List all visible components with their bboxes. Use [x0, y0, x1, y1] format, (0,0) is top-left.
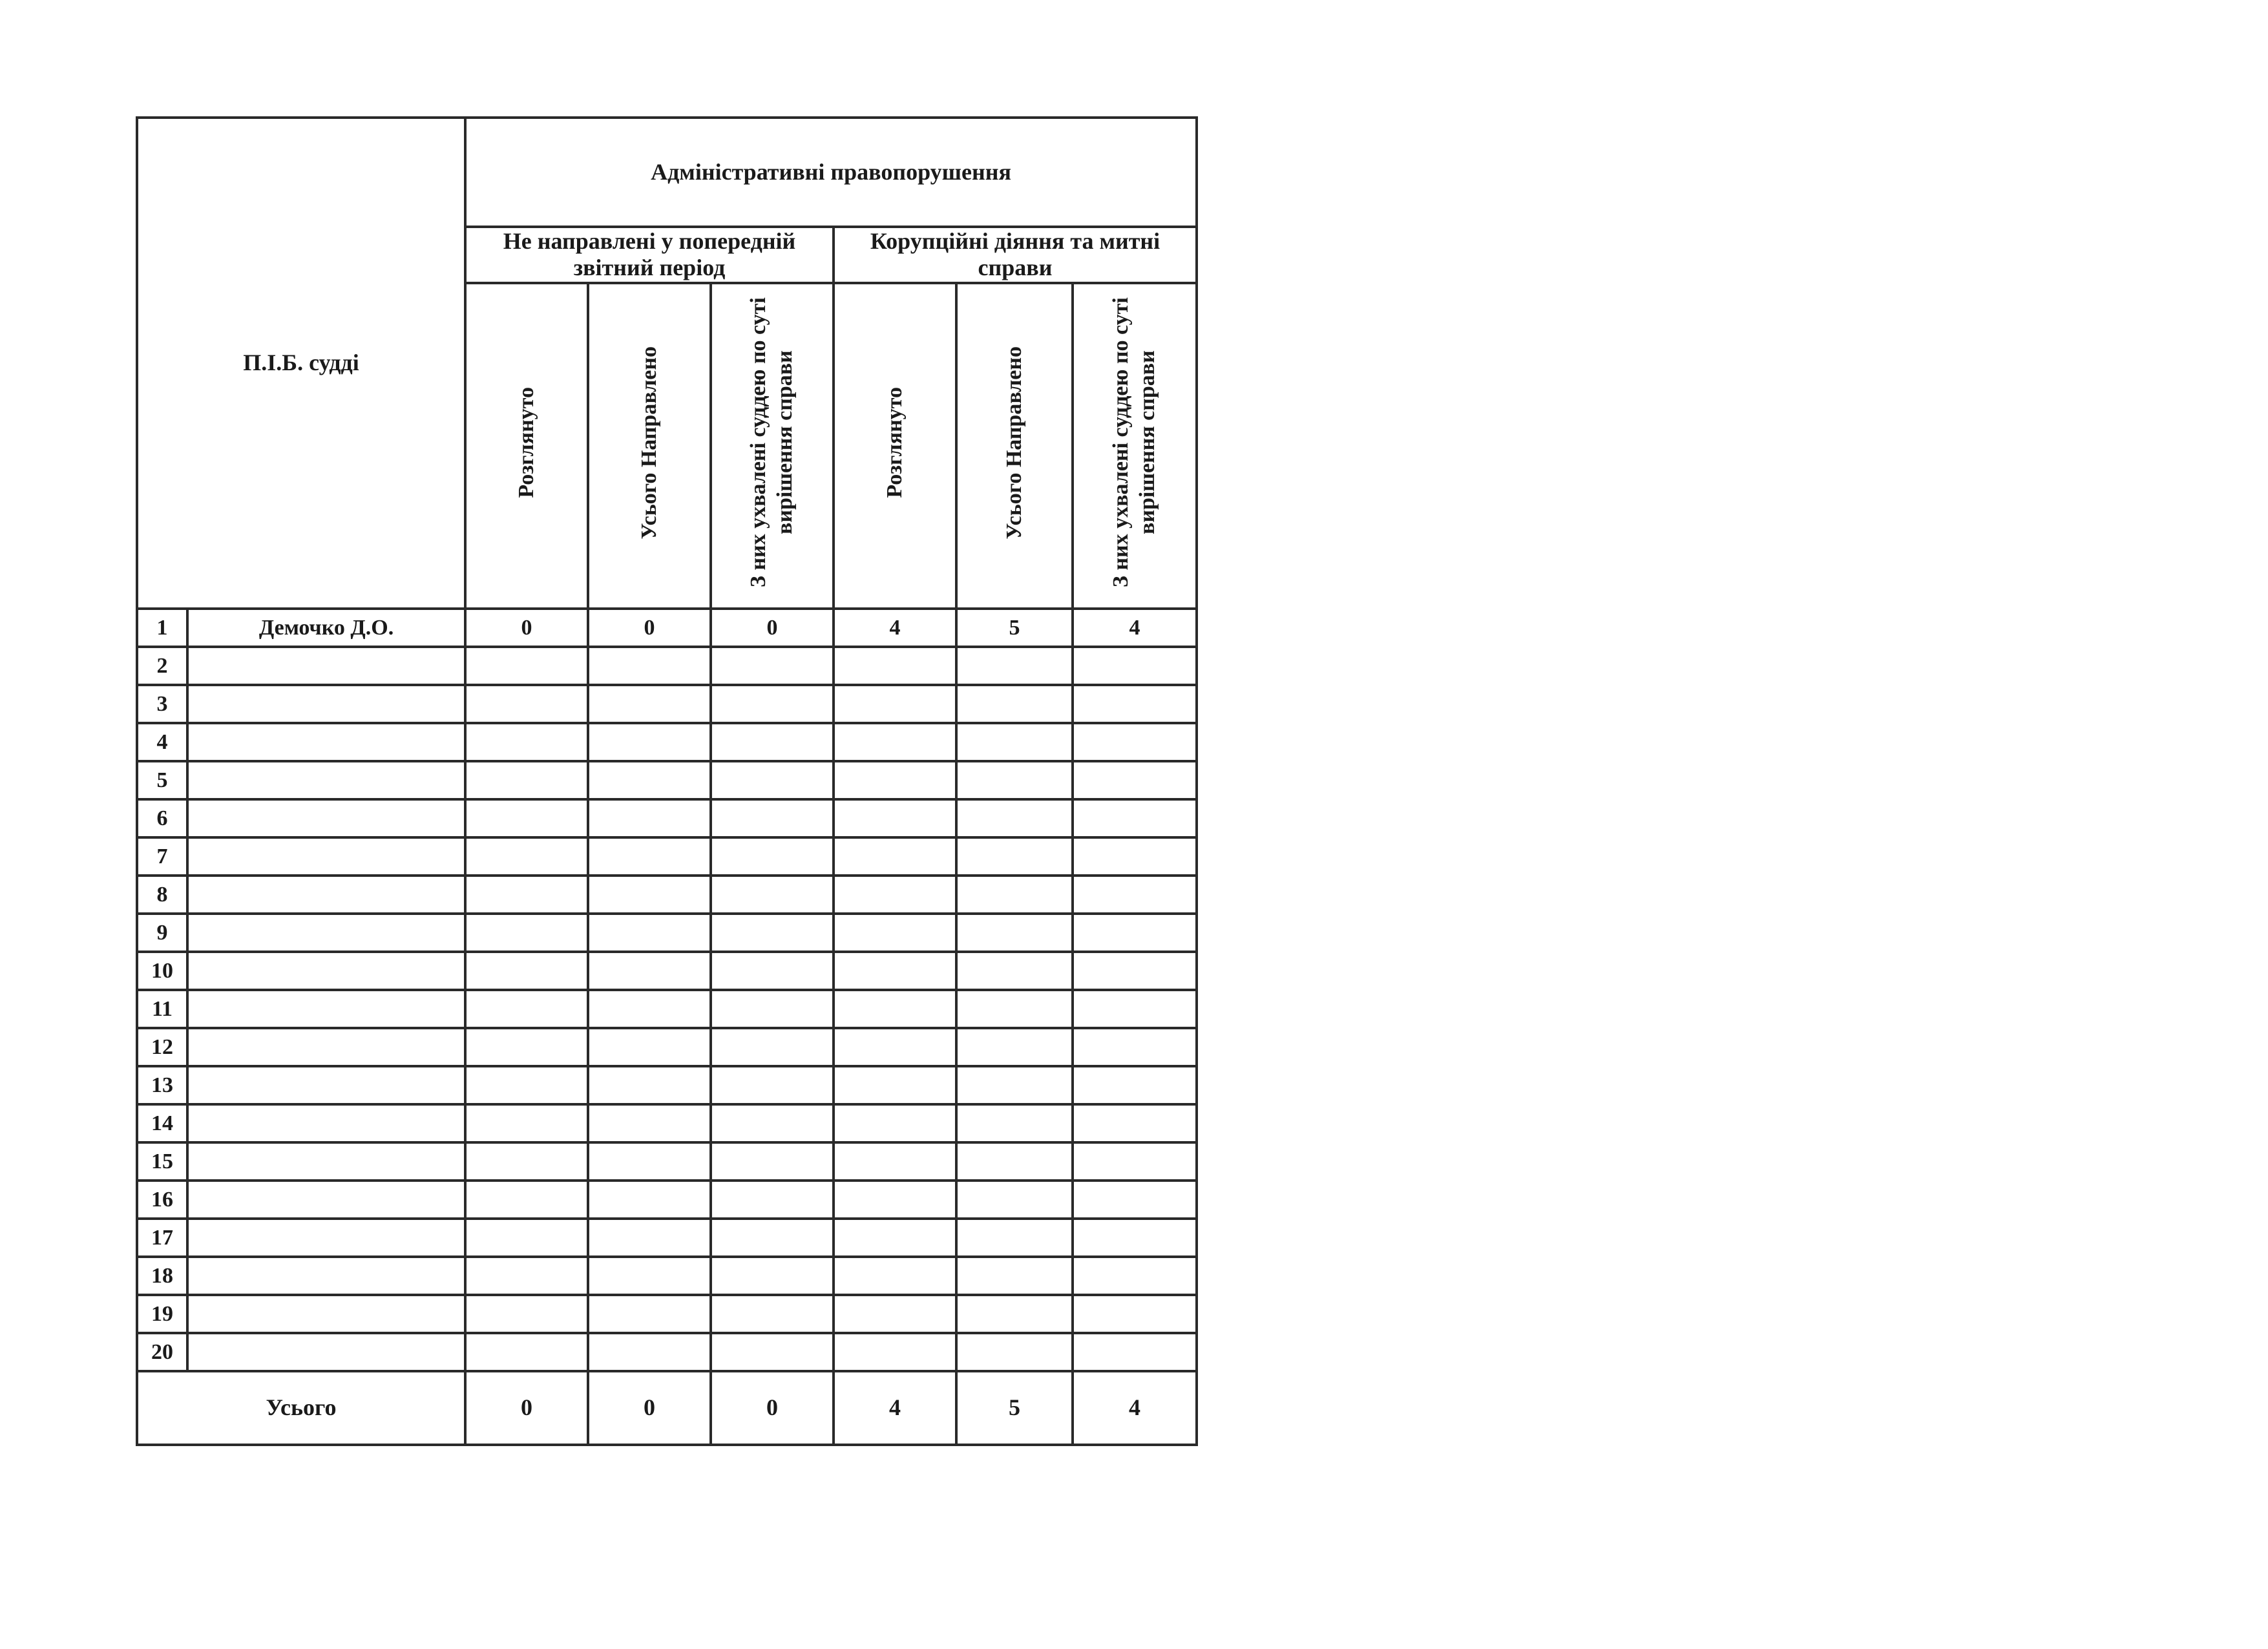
value-cell: [834, 990, 956, 1028]
value-cell: [1073, 876, 1197, 914]
table-row: [137, 876, 1197, 914]
row-number: 15: [137, 1142, 187, 1181]
total-value-cell: 4: [834, 1371, 956, 1445]
value-cell: 4: [1073, 609, 1197, 647]
value-cell: [588, 1142, 711, 1181]
row-number: 11: [137, 990, 187, 1028]
judge-name-cell: [187, 1333, 465, 1371]
judge-name-cell: [187, 837, 465, 876]
value-cell: [711, 1181, 834, 1219]
value-cell: [956, 647, 1073, 685]
value-cell: [1073, 1142, 1197, 1181]
col-header-sent-2: [956, 283, 1073, 609]
row-number: 13: [137, 1066, 187, 1104]
value-cell: [711, 1066, 834, 1104]
col-header-decided-1: [711, 283, 834, 609]
table-row: [137, 1295, 1197, 1333]
row-number: 12: [137, 1028, 187, 1066]
value-cell: [956, 876, 1073, 914]
value-cell: [1073, 1295, 1197, 1333]
value-cell: 0: [588, 609, 711, 647]
table-row: [137, 1333, 1197, 1371]
value-cell: [465, 799, 588, 837]
judge-name-cell: [187, 990, 465, 1028]
col-header-label: Усього Направлено: [1002, 346, 1026, 540]
total-value-cell: 5: [956, 1371, 1073, 1445]
row-number: 2: [137, 647, 187, 685]
value-cell: [1073, 1257, 1197, 1295]
value-cell: [834, 685, 956, 723]
value-cell: [465, 1028, 588, 1066]
value-cell: [834, 647, 956, 685]
value-cell: [956, 1219, 1073, 1257]
value-cell: [834, 1028, 956, 1066]
value-cell: [465, 1181, 588, 1219]
col-header-label: Розглянуто: [514, 387, 538, 498]
section-title: Адміністративні правопорушення: [465, 118, 1197, 227]
row-number: 18: [137, 1257, 187, 1295]
judge-name-cell: [187, 952, 465, 990]
col-header-considered-2: [834, 283, 956, 609]
value-cell: [588, 1257, 711, 1295]
value-cell: [588, 1295, 711, 1333]
table-row: [137, 685, 1197, 723]
judge-name-cell: [187, 1066, 465, 1104]
table-row: [137, 1257, 1197, 1295]
value-cell: [465, 1333, 588, 1371]
col-header-label: Розглянуто: [882, 387, 907, 498]
value-cell: [956, 1142, 1073, 1181]
value-cell: [711, 1028, 834, 1066]
row-number: 10: [137, 952, 187, 990]
value-cell: [834, 1066, 956, 1104]
judge-name-cell: [187, 1181, 465, 1219]
value-cell: [1073, 1181, 1197, 1219]
table-row: [137, 761, 1197, 799]
value-cell: [834, 876, 956, 914]
value-cell: [465, 647, 588, 685]
judge-name-cell: [187, 1028, 465, 1066]
value-cell: [711, 1333, 834, 1371]
judge-name-cell: [187, 1104, 465, 1142]
value-cell: [956, 761, 1073, 799]
value-cell: [1073, 1104, 1197, 1142]
table-row: [137, 837, 1197, 876]
value-cell: [588, 723, 711, 761]
value-cell: [1073, 761, 1197, 799]
table-row: [137, 914, 1197, 952]
value-cell: [956, 1181, 1073, 1219]
row-number: 20: [137, 1333, 187, 1371]
judge-name-cell: [187, 799, 465, 837]
value-cell: [711, 876, 834, 914]
value-cell: [465, 685, 588, 723]
value-cell: [465, 1066, 588, 1104]
judge-statistics-table: [136, 116, 1198, 1446]
col-header-label: З них ухвалені суддею по суті вирішення справи: [746, 297, 797, 588]
value-cell: [711, 647, 834, 685]
table-row: [137, 1066, 1197, 1104]
judge-name-cell: [187, 1295, 465, 1333]
col-header-decided-2: [1073, 283, 1197, 609]
value-cell: [956, 1257, 1073, 1295]
judge-name-cell: [187, 685, 465, 723]
value-cell: [588, 685, 711, 723]
value-cell: [588, 1219, 711, 1257]
value-cell: [1073, 1333, 1197, 1371]
value-cell: [956, 914, 1073, 952]
row-number: 6: [137, 799, 187, 837]
value-cell: [834, 952, 956, 990]
value-cell: [1073, 1066, 1197, 1104]
value-cell: [465, 1142, 588, 1181]
row-number: 3: [137, 685, 187, 723]
value-cell: [834, 799, 956, 837]
value-cell: [711, 723, 834, 761]
judge-name-cell: Демочко Д.О.: [187, 609, 465, 647]
value-cell: [588, 647, 711, 685]
judge-name-cell: [187, 761, 465, 799]
value-cell: [465, 990, 588, 1028]
value-cell: [1073, 799, 1197, 837]
value-cell: [956, 685, 1073, 723]
total-value-cell: 0: [588, 1371, 711, 1445]
group-header-corruption: Корупційні діяння та митні справи: [834, 227, 1197, 283]
value-cell: 0: [711, 609, 834, 647]
value-cell: [834, 723, 956, 761]
value-cell: [588, 1066, 711, 1104]
row-number: 4: [137, 723, 187, 761]
value-cell: [956, 1295, 1073, 1333]
value-cell: [834, 837, 956, 876]
value-cell: [465, 876, 588, 914]
value-cell: [834, 1333, 956, 1371]
value-cell: [711, 1257, 834, 1295]
table-row: [137, 990, 1197, 1028]
value-cell: [588, 1028, 711, 1066]
total-row: [137, 1371, 1197, 1445]
value-cell: [465, 837, 588, 876]
value-cell: [588, 837, 711, 876]
col-header-label: Усього Направлено: [636, 346, 661, 540]
value-cell: 4: [834, 609, 956, 647]
value-cell: [834, 1257, 956, 1295]
value-cell: [588, 1333, 711, 1371]
judge-name-cell: [187, 1219, 465, 1257]
value-cell: [711, 952, 834, 990]
value-cell: [711, 1104, 834, 1142]
table-row: [137, 1104, 1197, 1142]
value-cell: [711, 837, 834, 876]
total-label: Усього: [137, 1371, 465, 1445]
value-cell: [711, 990, 834, 1028]
value-cell: [956, 723, 1073, 761]
col-header-sent-1: [588, 283, 711, 609]
judge-name-cell: [187, 1142, 465, 1181]
judge-name-cell: [187, 647, 465, 685]
value-cell: [834, 1181, 956, 1219]
value-cell: [711, 1219, 834, 1257]
judge-name-header: П.І.Б. судді: [137, 118, 465, 609]
value-cell: [834, 1295, 956, 1333]
table-row: [137, 723, 1197, 761]
value-cell: [588, 876, 711, 914]
value-cell: [956, 799, 1073, 837]
row-number: 17: [137, 1219, 187, 1257]
table-row: [137, 1219, 1197, 1257]
value-cell: [465, 1104, 588, 1142]
value-cell: [711, 1142, 834, 1181]
value-cell: [465, 914, 588, 952]
row-number: 19: [137, 1295, 187, 1333]
value-cell: [1073, 1028, 1197, 1066]
value-cell: [1073, 952, 1197, 990]
value-cell: [588, 761, 711, 799]
value-cell: [834, 1104, 956, 1142]
table-row: [137, 1028, 1197, 1066]
row-number: 7: [137, 837, 187, 876]
value-cell: [1073, 914, 1197, 952]
value-cell: [1073, 723, 1197, 761]
value-cell: [588, 952, 711, 990]
value-cell: [1073, 1219, 1197, 1257]
value-cell: [711, 914, 834, 952]
value-cell: [465, 952, 588, 990]
table-row: [137, 952, 1197, 990]
row-number: 9: [137, 914, 187, 952]
value-cell: [956, 990, 1073, 1028]
value-cell: [465, 1295, 588, 1333]
group-header-not-sent: Не направлені у попередній звітний період: [465, 227, 834, 283]
col-header-considered-1: [465, 283, 588, 609]
value-cell: [465, 761, 588, 799]
value-cell: [465, 1257, 588, 1295]
judge-name-cell: [187, 1257, 465, 1295]
value-cell: [834, 1219, 956, 1257]
row-number: 5: [137, 761, 187, 799]
table-row: [137, 609, 1197, 647]
table-row: [137, 647, 1197, 685]
row-number: 8: [137, 876, 187, 914]
value-cell: [711, 799, 834, 837]
judge-name-cell: [187, 723, 465, 761]
value-cell: [956, 1104, 1073, 1142]
value-cell: [956, 837, 1073, 876]
value-cell: [588, 1104, 711, 1142]
value-cell: [956, 952, 1073, 990]
total-value-cell: 0: [465, 1371, 588, 1445]
row-number: 14: [137, 1104, 187, 1142]
value-cell: [1073, 990, 1197, 1028]
value-cell: [956, 1028, 1073, 1066]
value-cell: [465, 723, 588, 761]
value-cell: [834, 1142, 956, 1181]
value-cell: [1073, 837, 1197, 876]
value-cell: [588, 799, 711, 837]
judge-name-cell: [187, 876, 465, 914]
row-number: 16: [137, 1181, 187, 1219]
value-cell: [588, 990, 711, 1028]
table-row: [137, 1181, 1197, 1219]
value-cell: [956, 1333, 1073, 1371]
value-cell: [834, 914, 956, 952]
judge-name-cell: [187, 914, 465, 952]
total-value-cell: 4: [1073, 1371, 1197, 1445]
value-cell: [588, 914, 711, 952]
value-cell: [465, 1219, 588, 1257]
value-cell: [711, 685, 834, 723]
value-cell: 5: [956, 609, 1073, 647]
value-cell: [1073, 685, 1197, 723]
total-value-cell: 0: [711, 1371, 834, 1445]
value-cell: [711, 1295, 834, 1333]
value-cell: [588, 1181, 711, 1219]
col-header-label: З них ухвалені суддею по суті вирішення справи: [1109, 297, 1160, 588]
table-row: [137, 1142, 1197, 1181]
row-number: 1: [137, 609, 187, 647]
value-cell: [956, 1066, 1073, 1104]
table-row: [137, 799, 1197, 837]
value-cell: 0: [465, 609, 588, 647]
value-cell: [834, 761, 956, 799]
value-cell: [1073, 647, 1197, 685]
table-body: [137, 118, 1197, 1445]
value-cell: [711, 761, 834, 799]
